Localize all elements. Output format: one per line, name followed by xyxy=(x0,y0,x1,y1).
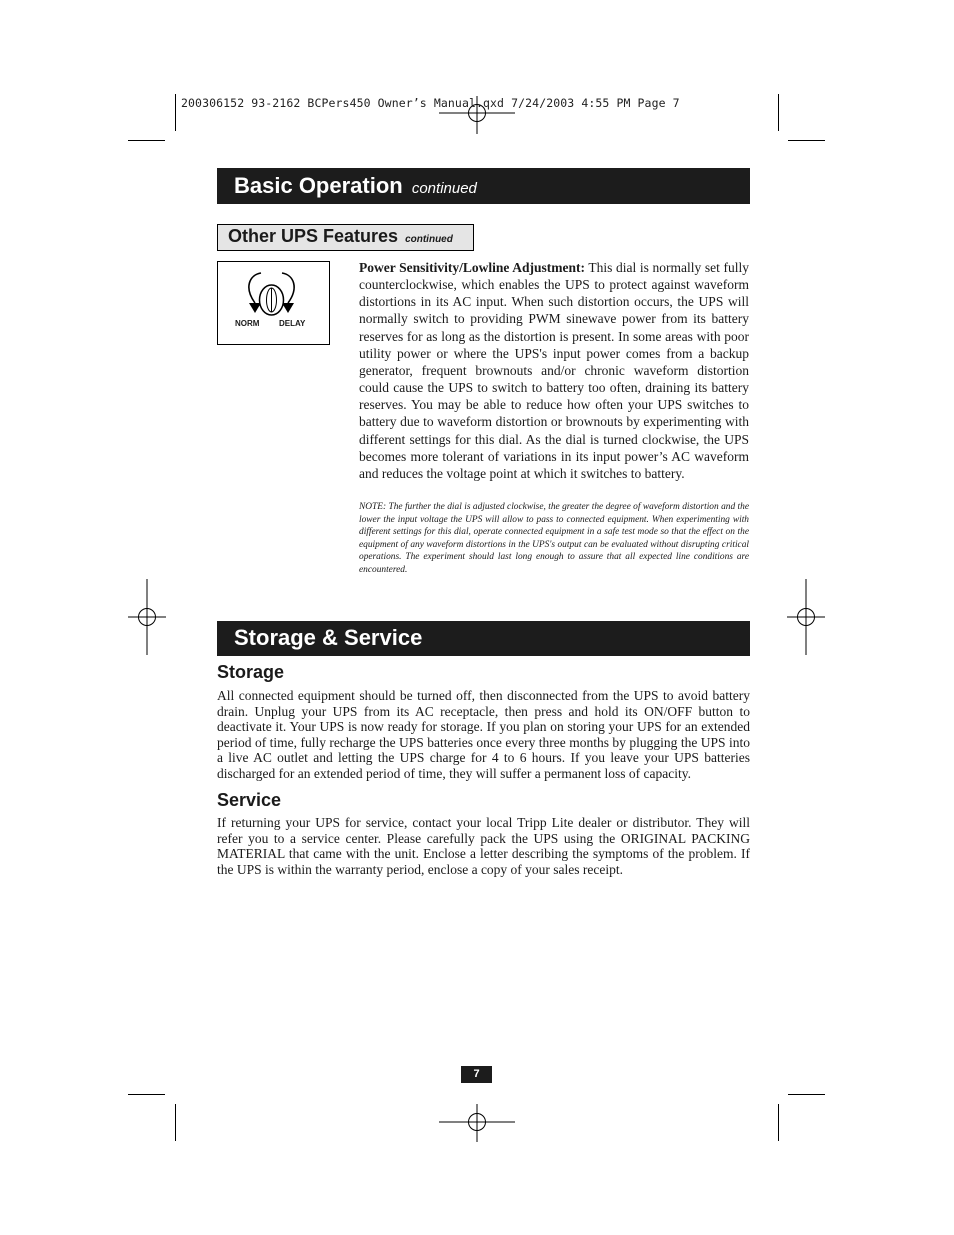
subsection-header-other-ups-features xyxy=(217,224,474,251)
registration-mark-right xyxy=(787,579,825,655)
service-paragraph: If returning your UPS for service, contact your local Tripp Lite dealer or distributor. They will refer you to a service center. Please carefully pack the UPS using the ORIGINAL PACKING MATERIAL that came with the unit. Enclose a letter describing the symptoms of the problem. If the UPS is within the warranty period, enclose a copy of your sales receipt. xyxy=(217,815,750,877)
crop-mark xyxy=(778,1104,779,1141)
crop-mark xyxy=(128,140,165,141)
crop-mark xyxy=(128,1094,165,1095)
power-sensitivity-heading: Power Sensitivity/Lowline Adjustment: xyxy=(359,260,585,275)
power-sensitivity-paragraph xyxy=(359,259,749,482)
dial-illustration xyxy=(217,261,330,345)
dial-label-delay: DELAY xyxy=(279,319,306,328)
page-number: 7 xyxy=(461,1066,492,1083)
power-sensitivity-note: NOTE: The further the dial is adjusted clockwise, the greater the degree of waveform distortion and the lower the input voltage the UPS will allow to pass to connected equipment. When experimenting with different settings for this dial, operate connected equipment in a safe test mode so that the effect on the equipment of any waveform distortions in the UPS's output can be evaluated without disrupting critical operations. The experiment should last long enough to assure that all expected line conditions are encountered. xyxy=(359,502,749,575)
crop-mark xyxy=(175,94,176,131)
registration-mark-bottom xyxy=(439,1104,515,1142)
section-subtitle: continued xyxy=(411,180,477,197)
crop-mark xyxy=(788,140,825,141)
section-header-basic-operation xyxy=(217,168,750,204)
dial-label-norm: NORM xyxy=(235,319,260,328)
print-slug: 200306152 93-2162 BCPers450 Owner’s Manual.qxd 7/24/2003 4:55 PM Page 7 xyxy=(181,96,680,110)
section-title: Basic Operation xyxy=(234,173,403,198)
dial-icon xyxy=(218,262,329,344)
storage-heading: Storage xyxy=(217,662,285,682)
section-title: Storage & Service xyxy=(234,625,423,650)
service-heading: Service xyxy=(217,790,282,810)
registration-mark-left xyxy=(128,579,166,655)
section-header-storage-service xyxy=(217,621,750,656)
crop-mark xyxy=(788,1094,825,1095)
subsection-title: Other UPS Features xyxy=(228,226,399,246)
storage-paragraph: All connected equipment should be turned off, then disconnected from the UPS to avoid battery drain. Unplug your UPS from its AC receptacle, then press and hold its ON/OFF button to deactivate it. Your UPS is now ready for storage. If you plan on storing your UPS for an extended period of time, fully recharge the UPS batteries once every three months by plugging the UPS into a live AC outlet and letting the UPS charge for 4 to 6 hours. If you leave your UPS batteries discharged for an extended period of time, they will suffer a permanent loss of capacity. xyxy=(217,688,750,781)
power-sensitivity-text: This dial is normally set fully counterclockwise, which enables the UPS to protect against waveform distortions in its AC input. When such distortion occurs, the UPS will normally switch to providing PWM sinewave power from its battery reserves for as long as the distortion is present. In some areas with poor utility power or where the UPS's input power comes from a backup generator, frequent brownouts and/or chronic waveform distortion could cause the UPS to switch to battery too often, draining its battery reserves. You may be able to reduce how often your UPS switches to battery due to waveform distortion or brownouts by experimenting with different settings for this dial. As the dial is turned clockwise, the UPS becomes more tolerant of variations in its input power’s AC waveform and reduces the voltage point at which it switches to battery. xyxy=(359,260,749,481)
subsection-subtitle: continued xyxy=(405,234,453,245)
crop-mark xyxy=(175,1104,176,1141)
crop-mark xyxy=(778,94,779,131)
